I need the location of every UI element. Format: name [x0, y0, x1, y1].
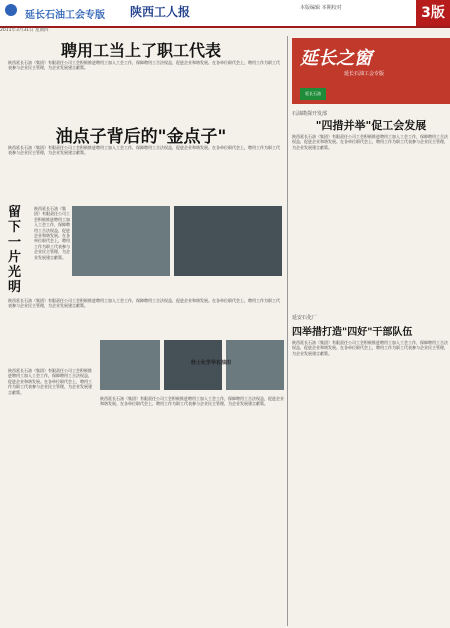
article-body-4: 陕西延长石油（集团）有限责任公司工会积极推进聘用工加入工会工作，保障聘用工合法权益，促进企业和谐发展。在各单位职代会上，聘用工作为职工代表参与企业民主管理，为企业发展建言献策。 [8, 298, 280, 309]
masthead-title: 陕西工人报 [130, 5, 191, 19]
headline-mid: 油点子背后的"金点子" [55, 127, 227, 147]
article-photo-2 [174, 206, 282, 276]
article-body-5: 陕西延长石油（集团）有限责任公司工会积极推进聘用工加入工会工作，保障聘用工合法权益，促进企业和谐发展。在各单位职代会上，聘用工作为职工代表参与企业民主管理，为企业发展建言献策。 [8, 368, 92, 395]
brand-title: 延长石油工会专版 [25, 10, 105, 21]
article-body-2: 陕西延长石油（集团）有限责任公司工会积极推进聘用工加入工会工作，保障聘用工合法权益，促进企业和谐发展。在各单位职代会上，聘用工作为职工代表参与企业民主管理，为企业发展建言献策。 [8, 145, 280, 156]
bottom-headline: 胜士化学华在油田 [190, 360, 231, 366]
article-body-3: 陕西延长石油（集团）有限责任公司工会积极推进聘用工加入工会工作，保障聘用工合法权益，促进企业和谐发展。在各单位职代会上，聘用工作为职工代表参与企业民主管理，为企业发展建言献策。 [34, 206, 70, 260]
logo-icon [4, 3, 22, 17]
date-line: 2011年3月31日 星期四 [0, 28, 49, 33]
headline-main: 聘用工当上了职工代表 [60, 41, 221, 60]
right-article-title-2: 四举措打造"四好"干部队伍 [292, 327, 413, 338]
right-article-body-1: 陕西延长石油（集团）有限责任公司工会积极推进聘用工加入工会工作，保障聘用工合法权益，促进企业和谐发展。在各单位职代会上，聘用工作为职工代表参与企业民主管理，为企业发展建言献策。 [292, 134, 448, 150]
right-banner-subtitle: 延长石油工会专版 [344, 71, 385, 77]
column-divider [287, 36, 288, 626]
article-photo-1 [72, 206, 170, 276]
right-banner-title: 延长之窗 [300, 48, 372, 69]
issue-info: 本版编辑 本期校对 [300, 5, 342, 11]
right-article-sub-1: 石油勘探开发部 [292, 111, 328, 117]
right-article-title-1: "四措并举"促工会发展 [315, 119, 427, 132]
right-banner-badge: 延长石油 [300, 88, 326, 100]
headline-side: 留下一片光明 [8, 205, 22, 295]
right-article-body-2: 陕西延长石油（集团）有限责任公司工会积极推进聘用工加入工会工作，保障聘用工合法权益，促进企业和谐发展。在各单位职代会上，聘用工作为职工代表参与企业民主管理，为企业发展建言献策。 [292, 340, 448, 356]
right-article-sub-2: 延安石化厂 [292, 315, 318, 321]
section-number: 3版 [416, 0, 450, 26]
article-body-6: 陕西延长石油（集团）有限责任公司工会积极推进聘用工加入工会工作，保障聘用工合法权益，促进企业和谐发展。在各单位职代会上，聘用工作为职工代表参与企业民主管理，为企业发展建言献策。 [100, 396, 284, 407]
article-body-1: 陕西延长石油（集团）有限责任公司工会积极推进聘用工加入工会工作，保障聘用工合法权益，促进企业和谐发展。在各单位职代会上，聘用工作为职工代表参与企业民主管理，为企业发展建言献策。 [8, 60, 280, 71]
